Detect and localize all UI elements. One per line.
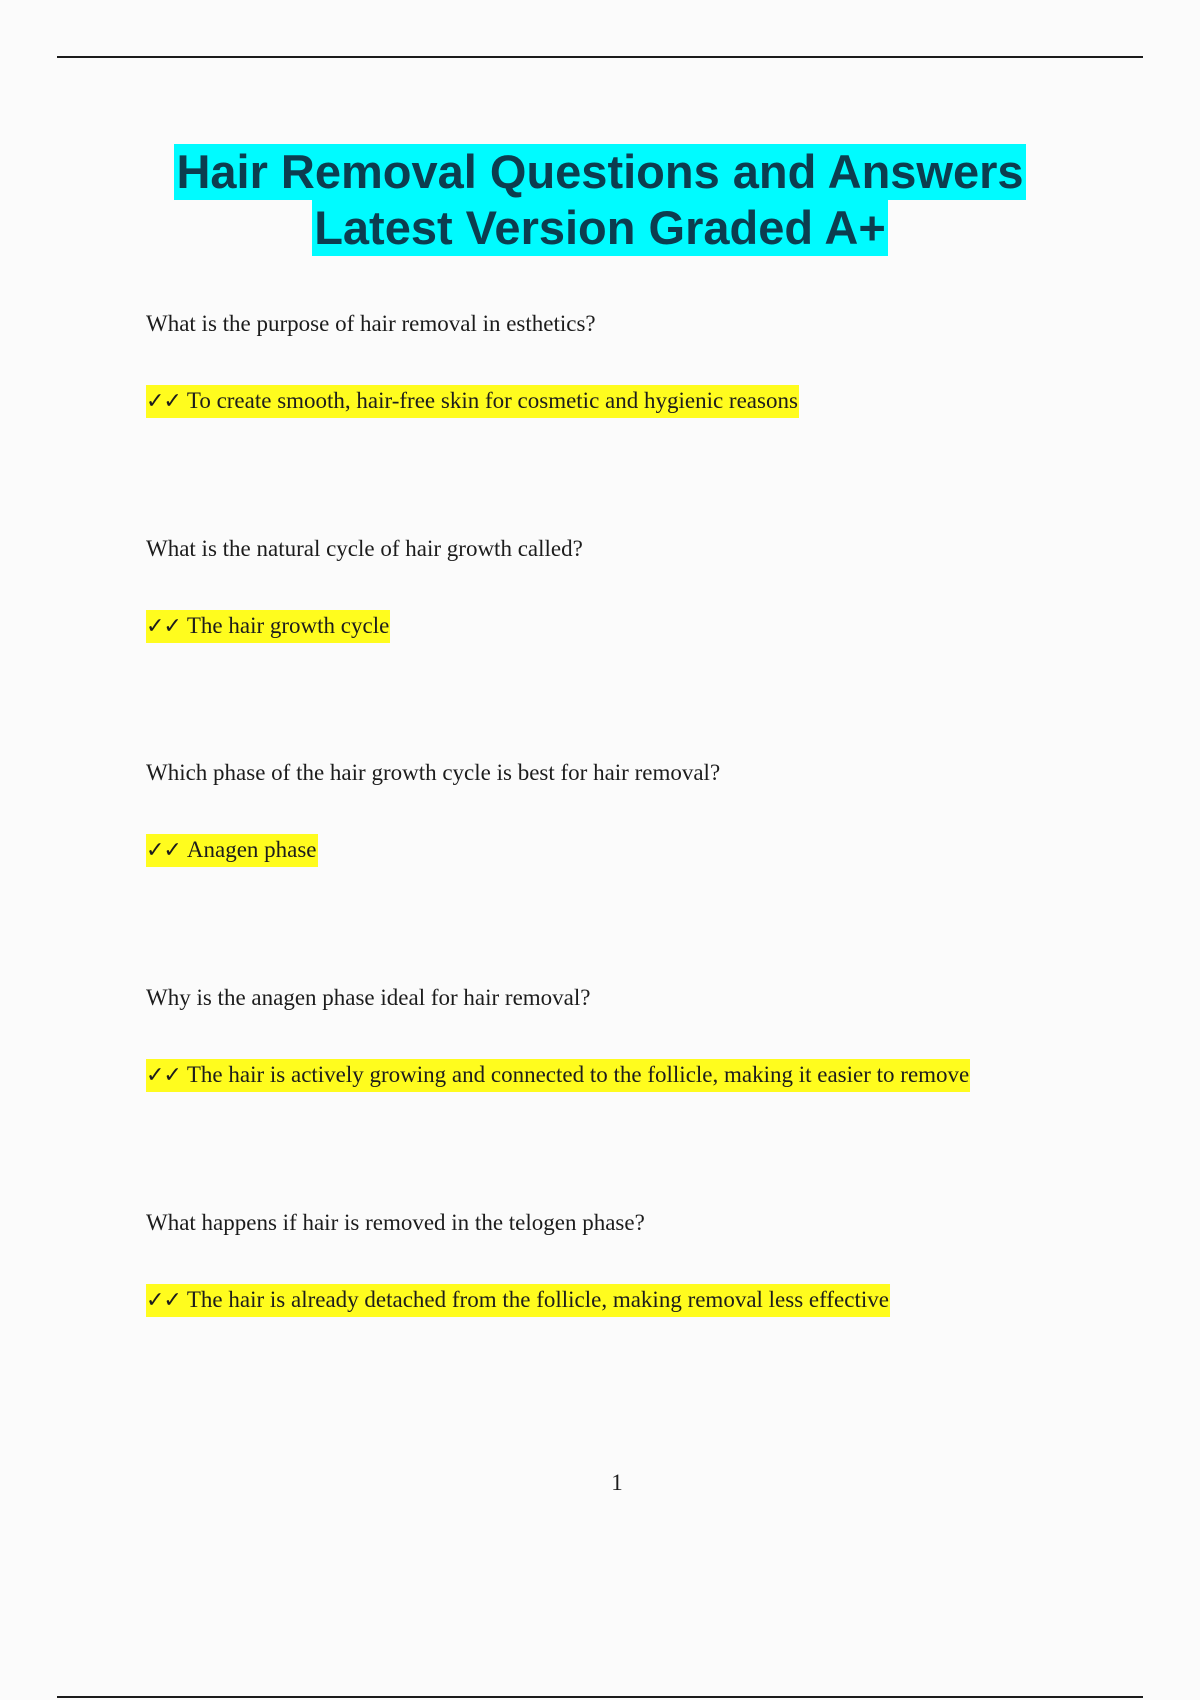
- answer: [146, 1059, 970, 1092]
- qa-item-5: [146, 1208, 1106, 1313]
- page-number: 1: [611, 1470, 623, 1495]
- answer-text: The hair growth cycle: [186, 613, 390, 638]
- double-check-icon: ✓✓: [146, 614, 181, 639]
- header-rule: [57, 56, 1143, 58]
- qa-item-3: [146, 758, 1106, 863]
- question-text: What happens if hair is removed in the telogen phase?: [146, 1210, 645, 1235]
- double-check-icon: ✓✓: [146, 389, 181, 414]
- answer-text: The hair is actively growing and connected to the follicle, making it easier to remove: [186, 1062, 970, 1087]
- document-title: [0, 144, 1200, 256]
- answer: [146, 610, 390, 643]
- qa-item-1: [146, 309, 1106, 414]
- answer-text: Anagen phase: [186, 837, 317, 862]
- question-text: Why is the anagen phase ideal for hair removal?: [146, 985, 591, 1010]
- answer: [146, 1284, 890, 1317]
- double-check-icon: ✓✓: [146, 1288, 181, 1313]
- question-text: Which phase of the hair growth cycle is best for hair removal?: [146, 760, 721, 785]
- title-line-2: Latest Version Graded A+: [314, 201, 886, 254]
- answer-text: To create smooth, hair-free skin for cosmetic and hygienic reasons: [186, 388, 798, 413]
- question-text: What is the purpose of hair removal in esthetics?: [146, 311, 596, 336]
- title-line-1: Hair Removal Questions and Answers: [176, 145, 1024, 198]
- question-text: What is the natural cycle of hair growth called?: [146, 536, 583, 561]
- footer-rule: [57, 1696, 1143, 1698]
- double-check-icon: ✓✓: [146, 838, 181, 863]
- answer: [146, 834, 318, 867]
- qa-item-4: [146, 983, 1106, 1088]
- double-check-icon: ✓✓: [146, 1063, 181, 1088]
- answer-text: The hair is already detached from the follicle, making removal less effective: [186, 1287, 889, 1312]
- answer: [146, 385, 799, 418]
- qa-item-2: [146, 534, 1106, 639]
